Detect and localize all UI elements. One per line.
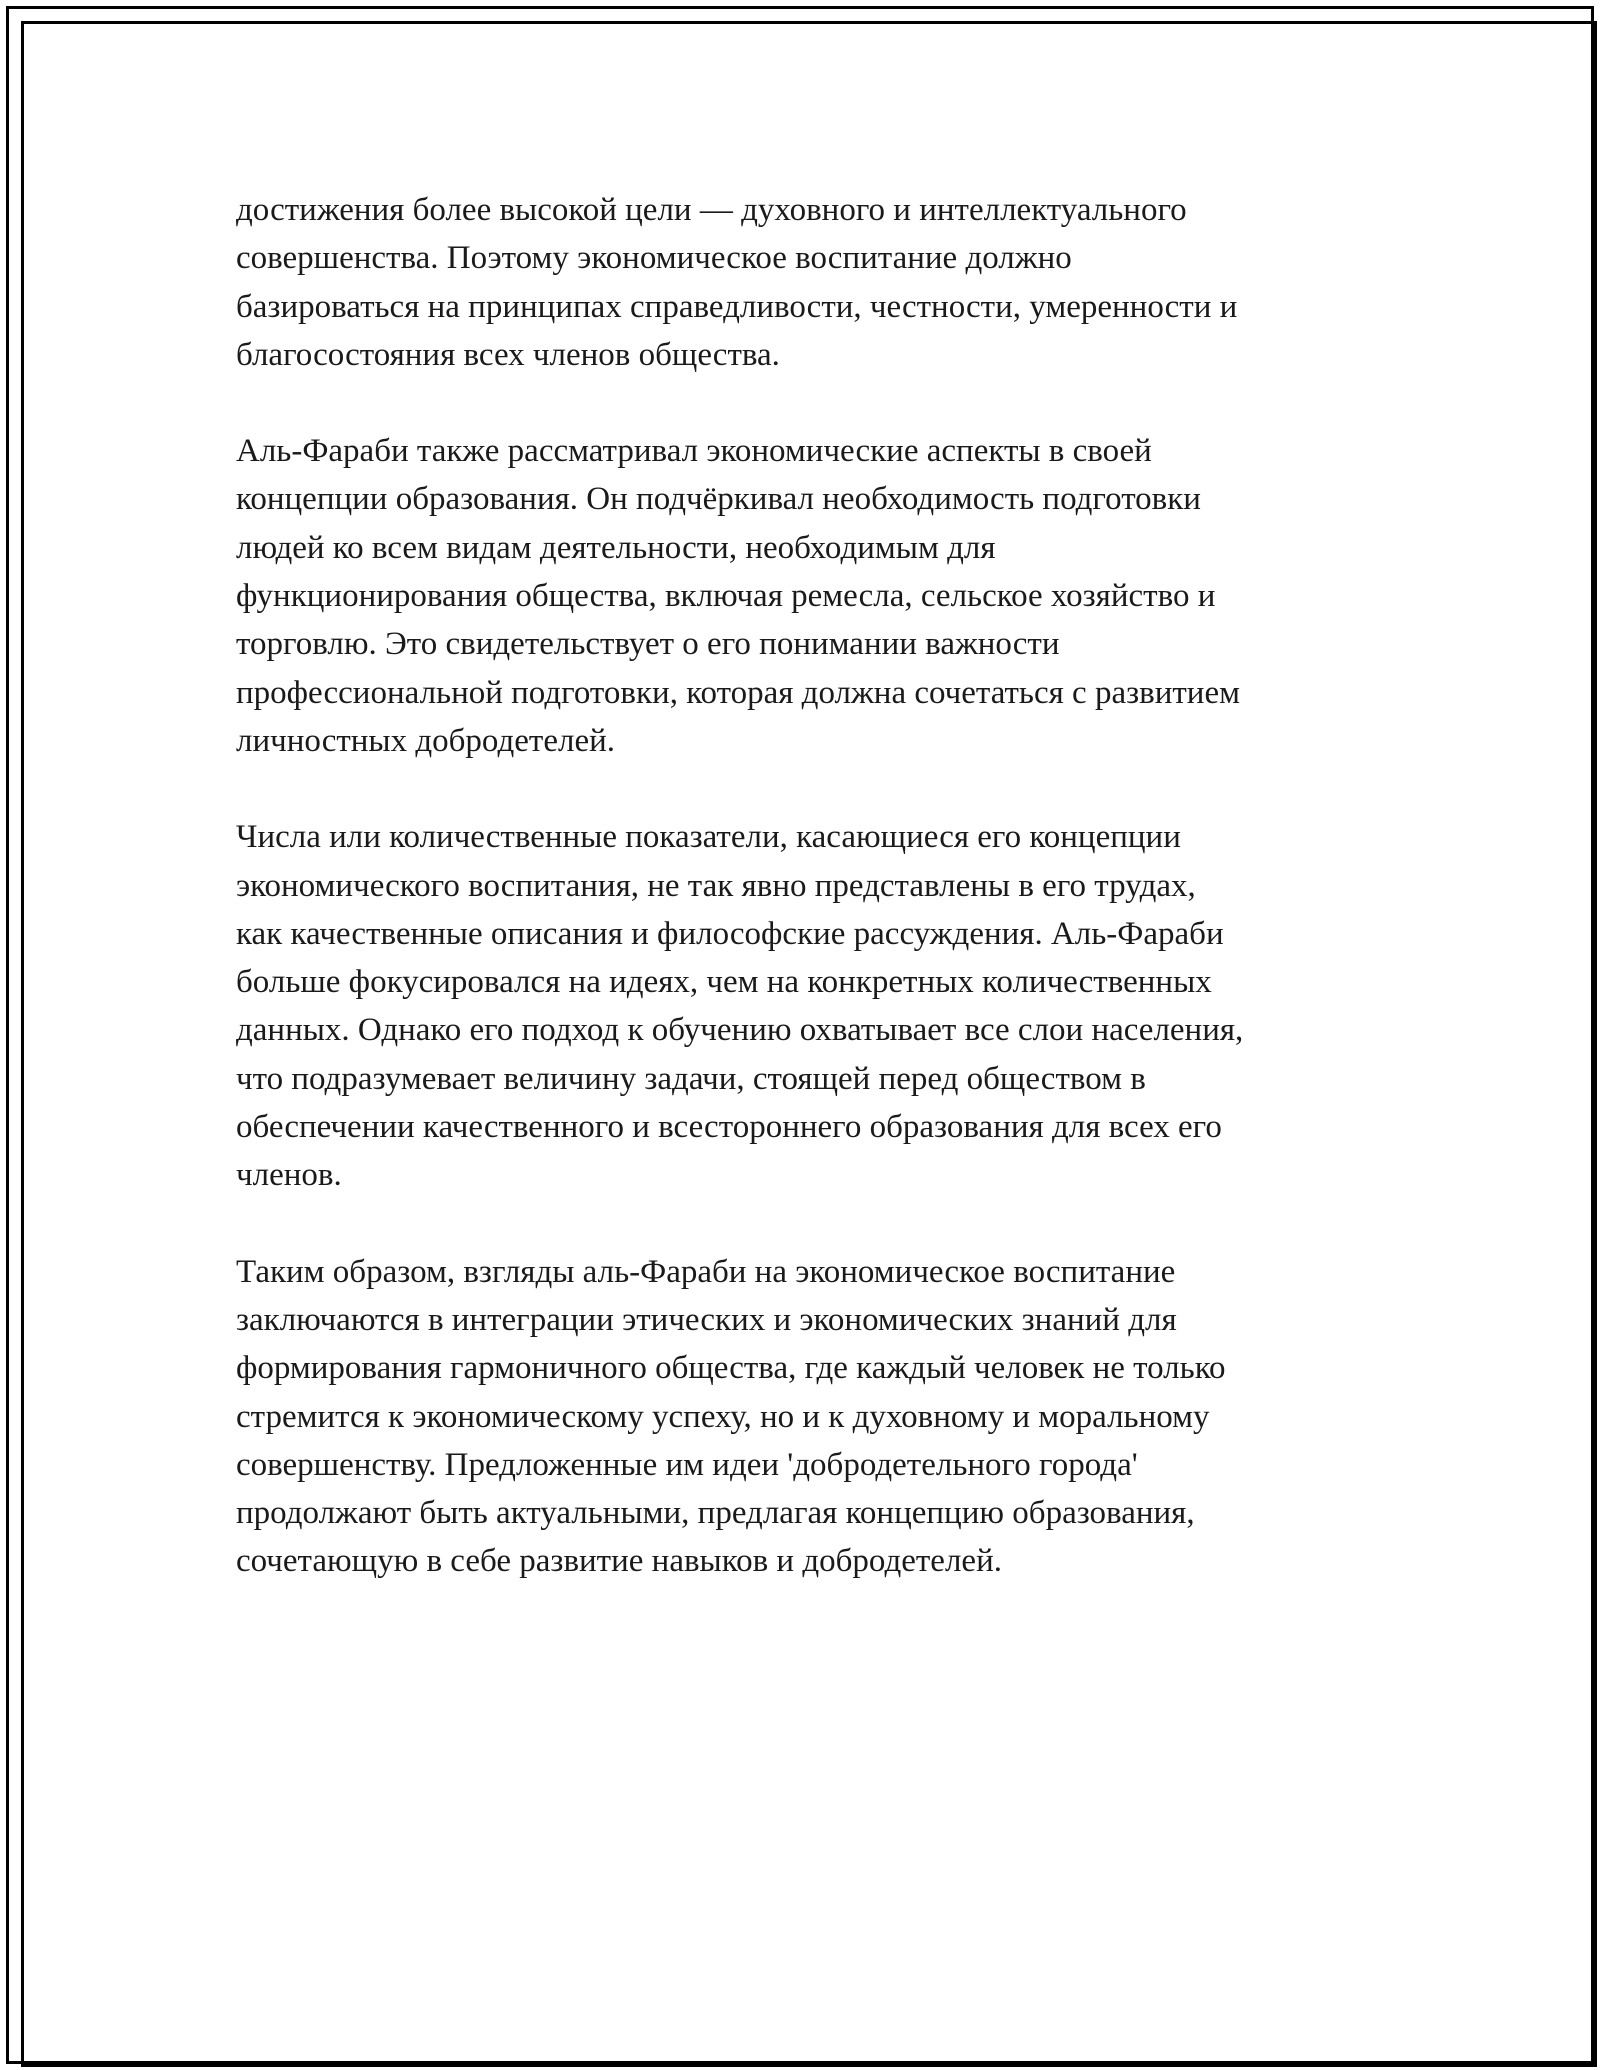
text-line: сочетающую в себе развитие навыков и добродетелей. (236, 1543, 1002, 1580)
text-line: членов. (236, 1157, 342, 1194)
text-line: стремится к экономическому успеху, но и к духовному и моральному (236, 1398, 1210, 1435)
text-line: совершенству. Предложенные им идеи 'добродетельного города' (236, 1446, 1138, 1483)
text-line: больше фокусировался на идеях, чем на конкретных количественных (236, 964, 1212, 1001)
text-line: концепции образования. Он подчёркивал необходимость подготовки (236, 481, 1201, 518)
paragraph-2 (236, 427, 1386, 765)
text-line: Аль-Фараби также рассматривал экономические аспекты в своей (236, 433, 1152, 470)
text-line: экономического воспитания, не так явно представлены в его трудах, (236, 867, 1196, 904)
text-line: достижения более высокой цели — духовного и интеллектуального (236, 192, 1187, 228)
document-body (236, 186, 1386, 1634)
text-line: людей ко всем видам деятельности, необходимым для (236, 529, 996, 566)
text-line: что подразумевает величину задачи, стоящей перед обществом в (236, 1060, 1146, 1097)
text-line: Числа или количественные показатели, касающиеся его концепции (236, 819, 1181, 856)
text-line: обеспечении качественного и всестороннего образования для всех его (236, 1109, 1222, 1146)
text-line: формирования гармоничного общества, где каждый человек не только (236, 1350, 1226, 1387)
paragraph-1 (236, 186, 1386, 379)
text-line: базироваться на принципах справедливости, честности, умеренности и (236, 288, 1238, 325)
text-line: Таким образом, взгляды аль-Фараби на экономическое воспитание (236, 1253, 1176, 1290)
text-line: совершенства. Поэтому экономическое воспитание должно (236, 240, 1072, 277)
text-line: функционирования общества, включая ремесла, сельское хозяйство и (236, 578, 1216, 615)
paragraph-3 (236, 813, 1386, 1199)
text-line: личностных добродетелей. (236, 722, 616, 759)
paragraph-4 (236, 1248, 1386, 1586)
text-line: данных. Однако его подход к обучению охватывает все слои населения, (236, 1012, 1244, 1049)
text-line: благосостояния всех членов общества. (236, 336, 780, 373)
text-line: заключаются в интеграции этических и экономических знаний для (236, 1301, 1177, 1338)
text-line: торговлю. Это свидетельствует о его понимании важности (236, 626, 1060, 663)
text-line: профессиональной подготовки, которая должна сочетаться с развитием (236, 674, 1240, 711)
text-line: продолжают быть актуальными, предлагая концепцию образования, (236, 1495, 1195, 1532)
text-line: как качественные описания и философские рассуждения. Аль-Фараби (236, 915, 1224, 952)
